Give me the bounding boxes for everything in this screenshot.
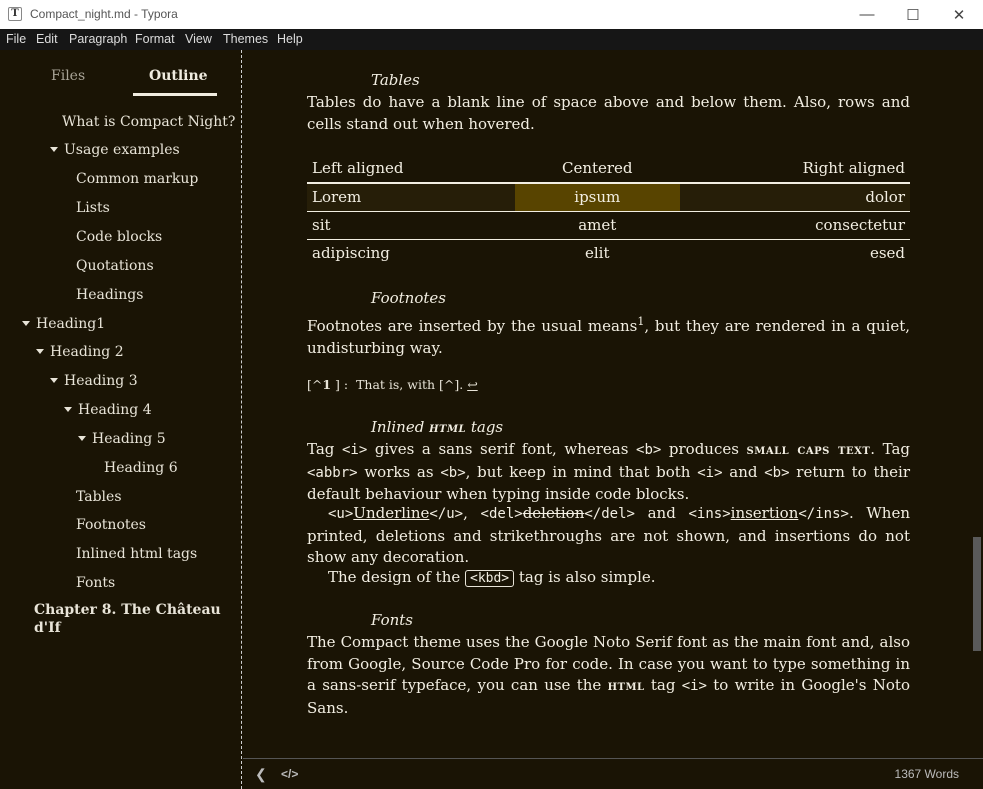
heading-inlined-html-tags: Inlined html tags — [371, 418, 504, 436]
inline-tags-paragraph-2: <u>Underline</u>, <del>deletion</del> and <ins>insertion</ins>. When printed, deletions and strikethroughs are not shown, and insertions do not show any decoration. — [307, 504, 910, 566]
footnote-back-link[interactable]: ↩ — [467, 377, 478, 392]
caret-down-icon[interactable] — [22, 321, 30, 326]
table-row[interactable] — [307, 211, 910, 239]
outline-item-what-is-compact-night[interactable] — [62, 114, 235, 130]
inline-tags-paragraph-3: The design of the <kbd> tag is also simple. — [328, 568, 656, 586]
outline-item-label: Heading1 — [36, 316, 106, 332]
outline-item-heading3[interactable] — [50, 373, 138, 389]
table-cell[interactable]: adipiscing — [312, 244, 390, 263]
outline-item-footnotes[interactable] — [76, 517, 146, 533]
outline-item-heading5[interactable] — [78, 431, 166, 447]
outline-item-label: Heading 6 — [104, 460, 178, 476]
outline-item-label: Lists — [76, 200, 110, 216]
minimize-icon[interactable]: — — [859, 6, 875, 23]
outline-item-usage-examples[interactable] — [50, 142, 180, 158]
table-row[interactable] — [307, 239, 910, 267]
outline-item-lists[interactable] — [76, 200, 110, 216]
outline-item-common-markup[interactable] — [76, 171, 198, 187]
heading-tables: Tables — [371, 71, 420, 89]
heading-footnotes: Footnotes — [371, 289, 446, 307]
table-header: Right aligned — [680, 153, 910, 183]
typora-app-icon: T — [8, 7, 22, 21]
outline-item-label: Inlined html tags — [76, 546, 198, 562]
active-tab-indicator — [133, 93, 217, 96]
outline-item-label: Usage examples — [64, 142, 180, 158]
editor-area[interactable] — [243, 50, 983, 758]
outline-item-label: Chapter 8. The Château d'If — [34, 602, 221, 636]
table-cell[interactable]: esed — [869, 244, 905, 263]
source-code-mode-icon[interactable]: </> — [281, 767, 299, 781]
outline-item-label: Heading 2 — [50, 344, 124, 360]
kbd-element: <kbd> — [465, 570, 514, 587]
window-title: Compact_night.md - Typora — [30, 7, 178, 21]
status-bar — [243, 758, 983, 789]
footnotes-paragraph: Footnotes are inserted by the usual means$^1$, but they are rendered in a quiet, undisturbing way. — [307, 315, 910, 357]
table-header-row — [307, 153, 910, 183]
fonts-paragraph: The Compact theme uses the Google Noto Serif font as the main font and, also from Google, Source Code Pro for code. In case you want to type something in a sans-serif typeface, you can use the html tag <i> to write in Google's Noto Sans. — [307, 633, 910, 717]
tab-files[interactable]: Files — [51, 68, 86, 84]
footnote-definition: [^1 ] : That is, with [^]. ↩ — [307, 377, 478, 392]
footnote-reference[interactable]: 1 — [637, 315, 645, 328]
outline-item-label: Code blocks — [76, 229, 163, 245]
sidebar — [0, 50, 242, 789]
menu-edit[interactable]: Edit — [36, 32, 58, 46]
menu-help[interactable]: Help — [277, 32, 303, 46]
outline-item-label: Heading 5 — [92, 431, 166, 447]
outline-item-label: Common markup — [76, 171, 199, 187]
tab-outline[interactable]: Outline — [149, 68, 208, 84]
inline-tags-paragraph-1: Tag <i> gives a sans serif font, whereas <b> produces small caps text. Tag <abbr> works as <b>, but keep in mind that both <i> and <b> return to their default behaviour when typing inside code blocks. — [307, 440, 911, 503]
title-bar — [0, 0, 983, 29]
maximize-icon[interactable]: ☐ — [906, 6, 920, 24]
scrollbar-thumb[interactable] — [973, 537, 981, 651]
table-cell[interactable]: Lorem — [307, 183, 515, 211]
outline-item-label: Heading 3 — [64, 373, 138, 389]
outline-item-chapter-8[interactable] — [34, 601, 224, 637]
menu-paragraph[interactable]: Paragraph — [69, 32, 128, 46]
table-cell[interactable]: amet — [515, 211, 680, 239]
menu-bar — [0, 29, 983, 50]
demo-table[interactable] — [307, 153, 910, 267]
toggle-sidebar-icon[interactable]: ❮ — [255, 766, 267, 782]
outline-item-code-blocks[interactable] — [76, 229, 162, 245]
outline-item-tables[interactable] — [76, 489, 122, 505]
outline-item-label: Tables — [76, 489, 122, 505]
outline-item-fonts[interactable] — [76, 575, 115, 591]
outline-item-label: Headings — [76, 287, 144, 303]
table-cell-hovered[interactable]: ipsum — [515, 183, 680, 211]
outline-item-inlined-html-tags[interactable] — [76, 546, 197, 562]
outline-item-label: Fonts — [76, 575, 116, 591]
menu-themes[interactable]: Themes — [223, 32, 269, 46]
word-count[interactable]: 1367 Words — [894, 767, 959, 781]
close-icon[interactable]: ✕ — [952, 6, 966, 24]
menu-format[interactable]: Format — [135, 32, 175, 46]
heading-fonts: Fonts — [371, 611, 414, 629]
outline-item-label: Heading 4 — [78, 402, 152, 418]
caret-down-icon[interactable] — [64, 407, 72, 412]
outline-item-label: What is Compact Night? — [62, 114, 236, 130]
outline-item-heading4[interactable] — [64, 402, 152, 418]
tables-paragraph: Tables do have a blank line of space above and below them. Also, rows and cells stand out when hovered. — [307, 93, 910, 133]
outline-item-quotations[interactable] — [76, 258, 154, 274]
table-row[interactable] — [307, 183, 910, 211]
caret-down-icon[interactable] — [78, 436, 86, 441]
table-cell[interactable]: sit — [307, 211, 515, 239]
outline-item-heading1[interactable] — [22, 316, 105, 332]
table-header: Left aligned — [307, 153, 515, 183]
outline-item-heading2[interactable] — [36, 344, 124, 360]
caret-down-icon[interactable] — [50, 378, 58, 383]
table-header: Centered — [515, 153, 680, 183]
outline-item-headings[interactable] — [76, 287, 143, 303]
table-cell[interactable]: dolor — [680, 183, 910, 211]
caret-down-icon[interactable] — [36, 349, 44, 354]
outline-item-label: Quotations — [76, 258, 154, 274]
table-cell[interactable]: elit — [585, 244, 610, 263]
outline-item-heading6[interactable] — [104, 460, 178, 476]
outline-item-label: Footnotes — [76, 517, 146, 533]
menu-file[interactable]: File — [6, 32, 27, 46]
caret-down-icon[interactable] — [50, 147, 58, 152]
menu-view[interactable]: View — [185, 32, 212, 46]
table-cell[interactable]: consectetur — [680, 211, 910, 239]
